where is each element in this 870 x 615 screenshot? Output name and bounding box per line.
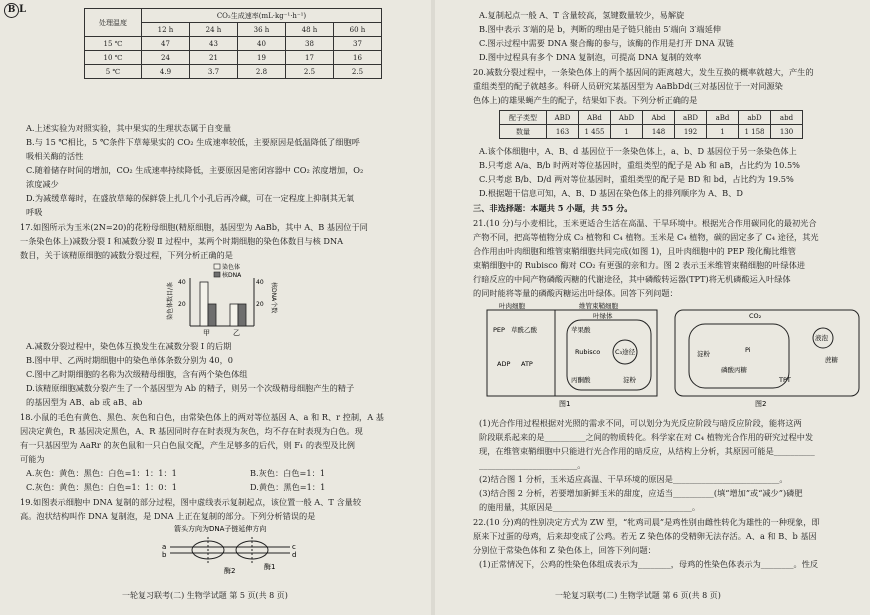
y-axis-label-right: 核DNA个数 xyxy=(270,282,277,314)
table-row xyxy=(500,125,803,139)
table-cell: 1 455 xyxy=(579,125,611,139)
table-cell: 1 158 xyxy=(739,125,771,139)
table-cell: 17 xyxy=(286,51,334,65)
q16-option-b: B.与 15 ℃相比，5 ℃条件下草莓果实的 CO₂ 生成速率较低，主要原因是低温降低了细胞呼 xyxy=(26,137,360,147)
q21-sub3-2: 的施用量，其原因是__________________________________。 xyxy=(479,502,701,512)
q21-sub1-2: 阶段联系起来的是__________之间的物质转化。科学家在对 C₄ 植物光合作用的研究过程中发 xyxy=(479,432,814,442)
table-cell: 数量 xyxy=(500,125,547,139)
y-axis-label: 染色体数目/条 xyxy=(167,281,174,320)
table-cell: aBd xyxy=(707,111,739,125)
q19-option-d: D.图中过程具有多个 DNA 复制泡，可提高 DNA 复制的效率 xyxy=(479,52,702,62)
q17-option-d: D.该精原细胞减数分裂产生了一个基因型为 Ab 的精子，则另一个次级精母细胞产生的精子 xyxy=(26,383,355,393)
table-cell: abD xyxy=(739,111,771,125)
q18-stem: 18.小鼠的毛色有黄色、黑色、灰色和白色，由常染色体上的两对等位基因 A、a 和 R、r 控制，A 基 xyxy=(20,412,384,422)
x-tick-label: 乙 xyxy=(233,329,240,337)
q18-stem-2: 因决定黄色，R 基因决定黑色，A、R 基因同时存在时表现为灰色，均不存在时表现为白色。现 xyxy=(20,426,363,436)
q17-option-a: A.减数分裂过程中，染色体互换发生在减数分裂 Ⅰ 的后期 xyxy=(26,341,232,351)
fig1-label: Rubisco xyxy=(575,348,601,356)
table-cell: 10 ℃ xyxy=(85,51,142,65)
table-cell: 60 h xyxy=(334,23,382,37)
q19-option-b: B.图中表示 3′端的是 b，判断的理由是子链只能由 5′端向 3′端延伸 xyxy=(479,24,721,34)
c4-photosynthesis-figures xyxy=(483,302,863,414)
table-row xyxy=(500,111,803,125)
q20-stem-3: 色体上)的雄果蝇产生的配子，结果如下表。下列分析正确的是 xyxy=(473,95,698,105)
table-cell: abd xyxy=(771,111,803,125)
q20-option-b: B.只考虑 A/a、B/b 时两对等位基因时，重组类型的配子是 Ab 和 aB，占比约为 10.5% xyxy=(479,160,800,170)
q21-stem-5: 行暗反应的中间产物磷酸丙糖的代谢途径，其中磷酸转运器(TPT)将无机磷酸运入叶绿体 xyxy=(473,274,791,284)
fig2-label: 液泡 xyxy=(815,334,828,342)
table-cell: 163 xyxy=(547,125,579,139)
table-cell: 4.9 xyxy=(142,65,190,79)
fig2-label: 磷酸丙糖 xyxy=(721,366,747,374)
q17-stem-3: 数目，关于该精原细胞的减数分裂过程，下列分析正确的是 xyxy=(20,250,233,260)
table-cell: 16 xyxy=(334,51,382,65)
q22-stem: 22.(10 分)鸡的性别决定方式为 ZW 型，“牝鸡司晨”是鸡性别由雌性转化为雄性的一种现象，即 xyxy=(473,517,820,527)
bar xyxy=(208,304,216,326)
q17-option-b: B.图中甲、乙两时期细胞中的染色单体条数分别为 40，0 xyxy=(26,355,233,365)
table-cell: 24 xyxy=(142,51,190,65)
table-cell: 2.8 xyxy=(238,65,286,79)
q22-stem-3: 分别位于常染色体和 Z 染色体上，回答下列问题： xyxy=(473,545,656,555)
legend-label: 染色体 xyxy=(222,264,241,271)
q21-stem-2: 产物不同，把高等植物分成 C₃ 植物和 C₄ 植物。玉米是 C₄ 植物，碳的固定多了 C₄ 途径，其光 xyxy=(473,232,819,242)
fig1-label: 丙酮酸 xyxy=(571,376,591,384)
table-cell: ABd xyxy=(579,111,611,125)
q16-option-d: D.为减缓草莓时，在盛放草莓的保鲜袋上扎几个小孔后再冷藏，可在一定程度上抑制其无氧 xyxy=(26,193,355,203)
q21-sub3: (3)结合图 2 分析，若要增加新鲜玉米的甜度，应适当__________(填“增加”或“减少”)磷肥 xyxy=(479,488,803,498)
table-cell: Abd xyxy=(643,111,675,125)
fig1-label: ATP xyxy=(521,360,533,368)
q20-stem: 20.减数分裂过程中，一条染色体上的两个基因间的距离越大，发生互换的概率就越大，产生的 xyxy=(473,67,814,77)
table-cell: 15 ℃ xyxy=(85,37,142,51)
q22-stem-2: 原来下过蛋的母鸡，后来却变成了公鸡。若无 Z 染色体的受精卵无法存活。A、a 和 B、b 基因 xyxy=(473,531,817,541)
q17-option-d-cont: 的基因型为 AB、ab 或 aB、ab xyxy=(26,397,143,407)
fig2-label: TPT xyxy=(779,376,791,384)
q20-option-c: C.只考虑 B/b、D/d 两对等位基因时，重组类型的配子是 BD 和 bd，占比约为 19.5% xyxy=(479,174,794,184)
x-tick-label: 甲 xyxy=(203,329,210,337)
legend-label: 核DNA xyxy=(222,272,242,279)
table-cell: 40 xyxy=(238,37,286,51)
q17-stem: 17.如图所示为玉米(2N=20)的花粉母细胞(精原细胞，基因型为 AaBb，其中 A、B 基因位于同 xyxy=(20,222,368,232)
right-page xyxy=(435,0,870,615)
footer-left: 一轮复习联考(二) 生物学试题 第 5 页(共 8 页) xyxy=(122,591,288,600)
fig1-label: 苹果酸 xyxy=(571,326,591,334)
fig19-label: 酶2 xyxy=(224,567,236,575)
table-cell: 21 xyxy=(190,51,238,65)
table-cell: ABD xyxy=(547,111,579,125)
table-row xyxy=(85,37,382,51)
q18-option-b: B.灰色：白色=1：1 xyxy=(250,468,326,478)
q18-stem-4: 可能为 xyxy=(20,454,45,464)
q17-stem-2: 一条染色体上)减数分裂 Ⅰ 和减数分裂 Ⅱ 过程中，某两个时期细胞的染色体数目与核 DNA xyxy=(20,236,344,246)
legend-swatch xyxy=(214,272,220,277)
table-cell: CO₂生成速率(mL·kg⁻¹·h⁻¹) xyxy=(142,9,382,23)
fig2-caption: 图2 xyxy=(755,400,767,408)
fig1-label: C₃途径 xyxy=(615,348,636,356)
table-cell: 48 h xyxy=(286,23,334,37)
y-tick-label: 20 xyxy=(178,301,186,308)
q19-stem-2: 高。泡状结构叫作 DNA 复制泡，是 DNA 上正在复制的部分。下列分析错误的是 xyxy=(20,511,316,521)
q16-option-b-cont: 吸相关酶的活性 xyxy=(26,151,84,161)
table-cell: 43 xyxy=(190,37,238,51)
corner-mark: B L xyxy=(4,3,26,18)
table-cell: 24 h xyxy=(190,23,238,37)
table-cell: 2.5 xyxy=(286,65,334,79)
q19-option-c: C.图示过程中需要 DNA 聚合酶的参与，该酶的作用是打开 DNA 双链 xyxy=(479,38,734,48)
legend-swatch xyxy=(214,264,220,269)
q21-sub1: (1)光合作用过程根据对光照的需求不同，可以划分为光反应阶段与暗反应阶段，能将这两 xyxy=(479,418,802,428)
fig19-label: c xyxy=(292,543,296,551)
left-page xyxy=(0,0,431,615)
table-cell: 3.7 xyxy=(190,65,238,79)
q16-option-c-cont: 浓度减少 xyxy=(26,179,59,189)
co2-rate-table xyxy=(84,8,382,79)
fig2-label: 淀粉 xyxy=(697,350,710,358)
fig2-label: Pi xyxy=(745,346,751,354)
table-cell: 1 xyxy=(611,125,643,139)
fig2-label: CO₂ xyxy=(749,312,762,320)
table-cell: 2.5 xyxy=(334,65,382,79)
section-3-heading: 三、非选择题：本题共 5 小题，共 55 分。 xyxy=(473,203,633,213)
table-row xyxy=(85,51,382,65)
y-tick-label-right: 20 xyxy=(256,301,264,308)
table-cell: AbD xyxy=(611,111,643,125)
fig19-label: a xyxy=(162,543,167,551)
table-cell: 36 h xyxy=(238,23,286,37)
q18-option-d: D.黄色：黑色=1：1 xyxy=(250,482,326,492)
q21-sub1-3: 现，在维管束鞘细胞中只能进行光合作用的暗反应，从结构上分析，其原因可能是__________ xyxy=(479,446,815,456)
table-cell: 处理温度 xyxy=(85,9,142,37)
q21-stem-4: 束鞘细胞中的 Rubisco 酶对 CO₂ 有更强的亲和力。图 2 表示玉米维管束鞘细胞的叶绿体进 xyxy=(473,260,806,270)
table-cell: aBD xyxy=(675,111,707,125)
table-cell: 130 xyxy=(771,125,803,139)
table-cell: 12 h xyxy=(142,23,190,37)
table-cell: 47 xyxy=(142,37,190,51)
gamete-table xyxy=(499,110,803,139)
q21-sub1-4: ________________________。 xyxy=(479,460,586,470)
q21-stem: 21.(10 分)与小麦相比，玉米更适合生活在高温、干旱环境中。根据光合作用碳同化的最初光合 xyxy=(473,218,817,228)
fig1-label: 叶绿体 xyxy=(593,312,613,320)
fig1-label: 维管束鞘细胞 xyxy=(579,302,618,310)
table-row xyxy=(85,65,382,79)
q20-option-d: D.根据题干信息可知，A、B、D 基因在染色体上的排列顺序为 A、B、D xyxy=(479,188,743,198)
q18-stem-3: 有一只基因型为 AaRr 的灰色鼠和一只白色鼠交配，产生足够多的后代，则 F₁ 的表型及比例 xyxy=(20,440,355,450)
table-cell: 1 xyxy=(707,125,739,139)
table-cell: 192 xyxy=(675,125,707,139)
fig19-label: b xyxy=(162,551,167,559)
q21-stem-3: 合作用由叶肉细胞和维管束鞘细胞共同完成(如图 1)，且叶肉细胞中的 PEP 羧化酶比维管 xyxy=(473,246,796,256)
q19-option-a: A.复制起点一般 A、T 含量较高，氢键数量较少，易解旋 xyxy=(479,10,685,20)
q16-option-c: C.随着储存时间的增加，CO₂ 生成速率持续降低，主要原因是密闭容器中 CO₂ 浓度增加，O₂ xyxy=(26,165,364,175)
q21-sub2: (2)结合图 1 分析，玉米适应高温、干旱环境的原因是__________________________。 xyxy=(479,474,788,484)
table-cell: 38 xyxy=(286,37,334,51)
dna-replication-diagram xyxy=(160,523,300,575)
q22-sub1: (1)正常情况下，公鸡的性染色体组成表示为________，母鸡的性染色体表示为________。性反 xyxy=(479,559,819,569)
table-cell: 配子类型 xyxy=(500,111,547,125)
q16-option-a: A.上述实验为对照实验，其中果实的生理状态属于自变量 xyxy=(26,123,232,133)
table-cell: 5 ℃ xyxy=(85,65,142,79)
q20-stem-2: 重组类型的配子就越多。科研人员研究某基因型为 AaBbDd(三对基因位于一对同源染 xyxy=(473,81,783,91)
y-tick-label-right: 40 xyxy=(256,279,264,286)
fig19-label: d xyxy=(292,551,297,559)
table-cell: 37 xyxy=(334,37,382,51)
bar xyxy=(200,282,208,326)
fig1-label: 草酰乙酸 xyxy=(511,326,537,334)
fig1-label: PEP xyxy=(493,326,505,334)
bar xyxy=(238,304,246,326)
table-cell: 19 xyxy=(238,51,286,65)
q21-stem-6: 的同时能将等量的磷酸丙糖运出叶绿体。回答下列问题： xyxy=(473,288,678,298)
table-cell: 148 xyxy=(643,125,675,139)
q19-stem: 19.如图表示细胞中 DNA 复制的部分过程，图中虚线表示复制起点，该位置一般 A、T 含量较 xyxy=(20,497,362,507)
bar xyxy=(230,304,238,326)
q18-option-a: A.灰色：黄色：黑色：白色=1：1：1：1 xyxy=(26,468,177,478)
fig1-caption: 图1 xyxy=(559,400,571,408)
q20-option-a: A.该个体细胞中，A、B、d 基因位于一条染色体上，a、b、D 基因位于另一条染色体上 xyxy=(479,146,797,156)
fig1-label: 叶肉细胞 xyxy=(499,302,525,310)
fig2-label: 蔗糖 xyxy=(825,356,838,364)
fig19-arrow-label: 箭头方向为DNA子链延伸方向 xyxy=(174,525,267,533)
chromosome-dna-bar-chart xyxy=(160,262,280,340)
fig1-label: ADP xyxy=(497,360,511,368)
y-tick-label: 40 xyxy=(178,279,186,286)
q17-option-c: C.图中乙时期细胞的名称为次级精母细胞，含有两个染色体组 xyxy=(26,369,248,379)
footer-right: 一轮复习联考(二) 生物学试题 第 6 页(共 8 页) xyxy=(555,591,721,600)
q16-option-d-cont: 呼吸 xyxy=(26,207,43,217)
fig19-label: 酶1 xyxy=(264,563,276,571)
q18-option-c: C.灰色：黄色：黑色：白色=1：1：0：1 xyxy=(26,482,177,492)
fig1-label: 淀粉 xyxy=(623,376,636,384)
